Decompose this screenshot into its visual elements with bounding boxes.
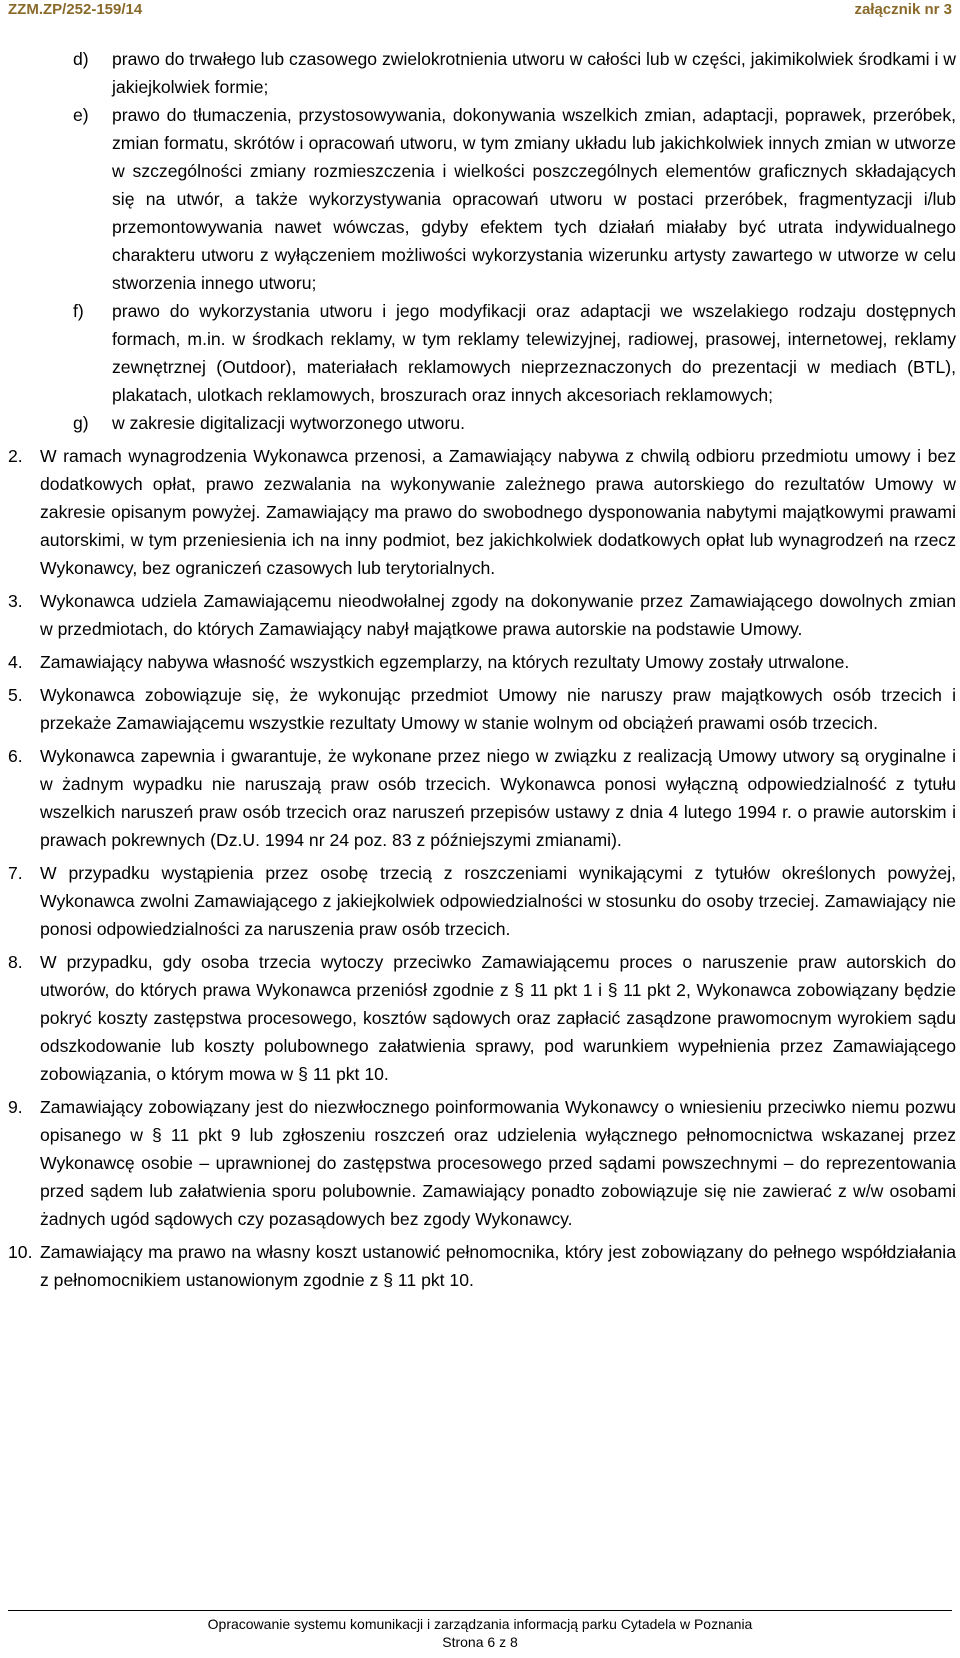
item-number: 8. [8,952,23,972]
item-text: Zamawiający ma prawo na własny koszt ustanowić pełnomocnika, który jest zobowiązany do pełnego współdziałania z pełnomocnikiem ustanowionym zgodnie z § 11 pkt 10. [40,1242,956,1290]
item-text: W przypadku, gdy osoba trzecia wytoczy przeciwko Zamawiającemu proces o naruszenie praw autorskich do utworów, do których prawa Wykonawca przeniósł zgodnie z § 11 pkt 1 i § 11 pkt 2, Wykonawca zobowiązany będzie pokryć koszty zastępstwa procesowego, kosztów sądowych oraz zapłacić zasądzone prawomocnym wyrokiem sądu odszkodowanie lub koszty polubownego załatwienia sprawy, pod warunkiem wypełnienia przez Zamawiającego zobowiązania, o którym mowa w § 11 pkt 10. [40,952,956,1084]
item-text: prawo do tłumaczenia, przystosowywania, dokonywania wszelkich zmian, adaptacji, poprawek, przeróbek, zmian formatu, skrótów i opracowań utworu, w tym zmiany układu lub jakichkolwiek innych zmian w utworze w szczególności zmiany rozmieszczenia i wielkości poszczególnych elementów graficznych składających się na utwór, a także wykorzystywania opracowań utworu w postaci przeróbek, fragmentyzacji i/lub przemontowywania nawet wówczas, gdyby efektem tych działań miałaby być utrata indywidualnego charakteru utworu z wyłączeniem możliwości wykorzystania wizerunku artysty zawartego w utworze w celu stworzenia innego utworu; [112,105,956,293]
item-number: 5. [8,685,23,705]
footer-divider [8,1610,952,1611]
footer-title: Opracowanie systemu komunikacji i zarządzania informacją parku Cytadela w Poznania [207,1616,753,1632]
item-text: w zakresie digitalizacji wytworzonego utworu. [112,413,466,433]
item-number: 9. [8,1097,23,1117]
numbered-item-7 [0,859,960,943]
numbered-item-9 [0,1093,960,1233]
item-text: Zamawiający nabywa własność wszystkich egzemplarzy, na których rezultaty Umowy zostały utrwalone. [40,652,850,672]
item-marker: d) [73,49,89,69]
item-number: 6. [8,746,23,766]
item-number: 7. [8,863,23,883]
page-header [8,0,952,24]
numbered-item-4 [0,648,960,676]
item-text: prawo do trwałego lub czasowego zwielokrotnienia utworu w całości lub w części, jakimikolwiek środkami i w jakiejkolwiek formie; [112,49,956,97]
numbered-item-3 [0,587,960,643]
letter-item-f [0,297,960,409]
item-text: Wykonawca zapewnia i gwarantuje, że wykonane przez niego w związku z realizacją Umowy utwory są oryginalne i w żadnym wypadku nie naruszają praw osób trzecich. Wykonawca ponosi wyłączną odpowiedzialność z tytułu wszelkich naruszeń praw osób trzecich oraz naruszeń przepisów ustawy z dnia 4 lutego 1994 r. o prawie autorskim i prawach pokrewnych (Dz.U. 1994 nr 24 poz. 83 z późniejszymi zmianami). [40,746,956,850]
page-footer [0,1615,960,1651]
item-marker: g) [73,413,89,433]
item-number: 4. [8,652,23,672]
item-number: 10. [8,1242,33,1262]
numbered-item-2 [0,442,960,582]
document-body [0,45,960,1294]
item-marker: e) [73,105,89,125]
numbered-item-10 [0,1238,960,1294]
item-text: W przypadku wystąpienia przez osobę trzecią z roszczeniami wynikającymi z tytułów określonych powyżej, Wykonawca zwolni Zamawiającego z jakiejkolwiek odpowiedzialności w stosunku do osoby trzeciej. Zamawiający nie ponosi odpowiedzialności za naruszenia praw osób trzecich. [40,863,956,939]
page-number: Strona 6 z 8 [442,1634,518,1650]
item-text: prawo do wykorzystania utworu i jego modyfikacji oraz adaptacji we wszelakiego rodzaju dostępnych formach, m.in. w środkach reklamy, w tym reklamy telewizyjnej, radiowej, prasowej, internetowej, reklamy zewnętrznej (Outdoor), materiałach reklamowych nieprzeznaczonych do prezentacji w mediach (BTL), plakatach, ulotkach reklamowych, broszurach oraz innych akcesoriach reklamowych; [112,301,956,405]
letter-item-e [0,101,960,297]
item-number: 3. [8,591,23,611]
numbered-item-5 [0,681,960,737]
attachment-label: załącznik nr 3 [854,1,952,18]
item-text: Wykonawca zobowiązuje się, że wykonując przedmiot Umowy nie naruszy praw majątkowych osób trzecich i przekaże Zamawiającemu wszystkie rezultaty Umowy w stanie wolnym od obciążeń prawami osób trzecich. [40,685,956,733]
document-reference: ZZM.ZP/252-159/14 [8,1,143,18]
letter-item-d [0,45,960,101]
item-number: 2. [8,446,23,466]
numbered-item-6 [0,742,960,854]
item-text: Zamawiający zobowiązany jest do niezwłocznego poinformowania Wykonawcy o wniesieniu przeciwko niemu pozwu opisanego w § 11 pkt 9 lub zgłoszeniu roszczeń oraz udzielenia wyłącznego pełnomocnictwa wskazanej przez Wykonawcę osobie – uprawnionej do zastępstwa procesowego przed sądami powszechnymi – do reprezentowania przed sądem lub załatwienia sporu polubownie. Zamawiający ponadto zobowiązuje się nie zawierać z w/w osobami żadnych ugód sądowych czy pozasądowych bez zgody Wykonawcy. [40,1097,956,1229]
item-text: Wykonawca udziela Zamawiającemu nieodwołalnej zgody na dokonywanie przez Zamawiającego dowolnych zmian w przedmiotach, do których Zamawiający nabył majątkowe prawa autorskie na podstawie Umowy. [40,591,956,639]
letter-item-g [0,409,960,437]
numbered-item-8 [0,948,960,1088]
item-marker: f) [73,301,84,321]
item-text: W ramach wynagrodzenia Wykonawca przenosi, a Zamawiający nabywa z chwilą odbioru przedmiotu umowy i bez dodatkowych opłat, prawo zezwalania na wykonywanie zależnego prawa autorskiego do rezultatów Umowy w zakresie opisanym powyżej. Zamawiający ma prawo do swobodnego dysponowania nabytymi majątkowymi prawami autorskimi, w tym przeniesienia ich na inny podmiot, bez jakichkolwiek dodatkowych opłat lub wynagrodzeń na rzecz Wykonawcy, bez ograniczeń czasowych lub terytorialnych. [40,446,956,578]
